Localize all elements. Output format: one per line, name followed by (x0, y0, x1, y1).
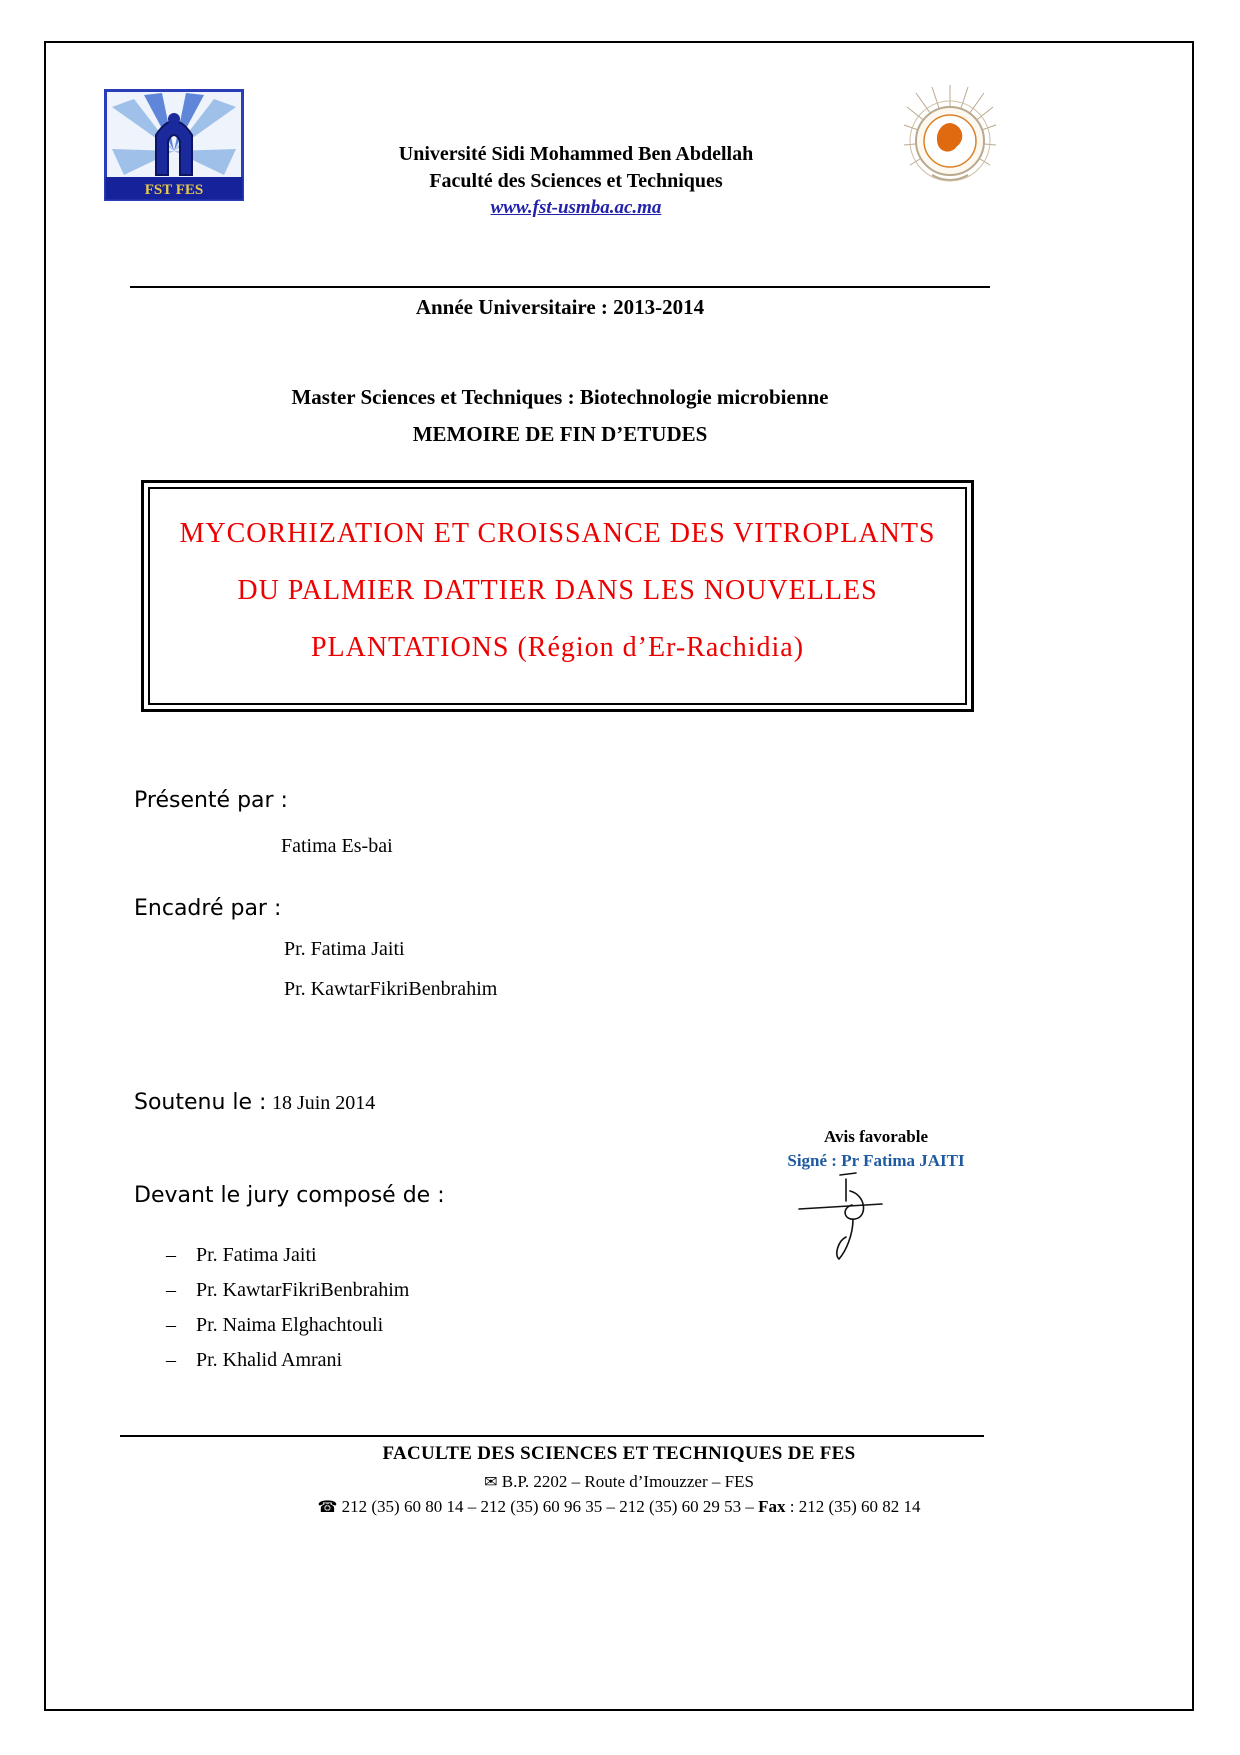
signature-icon (794, 1171, 904, 1263)
list-dash: – (166, 1314, 176, 1336)
thesis-title-line3: PLANTATIONS (Région d’Er-Rachidia) (310, 632, 805, 663)
defense-date-value: 18 Juin 2014 (271, 1092, 376, 1114)
footer-address: B.P. 2202 – Route d’Imouzzer – FES (501, 1472, 754, 1491)
academic-year: Année Universitaire : 2013-2014 (415, 295, 705, 319)
thesis-title-line2: DU PALMIER DATTIER DANS LES NOUVELLES (237, 575, 878, 606)
list-dash: – (166, 1244, 176, 1266)
jury-member-name: Pr. Khalid Amrani (196, 1349, 343, 1371)
supervisor-name: Pr. KawtarFikriBenbrahim (284, 978, 498, 1000)
defense-date-label: Soutenu le : (134, 1090, 267, 1115)
jury-label: Devant le jury composé de : (134, 1183, 445, 1208)
jury-member-name: Pr. Fatima Jaiti (196, 1244, 317, 1266)
jury-member-name: Pr. KawtarFikriBenbrahim (196, 1279, 410, 1301)
approval-signed-by: Signé : Pr Fatima JAITI (787, 1151, 965, 1170)
defense-date-line (134, 1089, 375, 1115)
presented-by-label: Présenté par : (134, 788, 288, 813)
header-divider (130, 286, 990, 288)
footer-fax-value: : 212 (35) 60 82 14 (785, 1497, 921, 1516)
footer-phone-line (46, 1497, 1192, 1517)
header-text-block (276, 141, 876, 219)
footer-divider (120, 1435, 984, 1437)
supervised-by-label: Encadré par : (134, 896, 282, 921)
jury-member-row (166, 1315, 409, 1336)
footer-block (46, 1443, 1192, 1517)
fst-fes-logo-icon (104, 89, 244, 201)
fst-fes-logo (104, 89, 244, 201)
university-emblem (902, 83, 998, 193)
thesis-title-line1: MYCORHIZATION ET CROISSANCE DES VITROPLANTS (179, 518, 936, 549)
document-type: MEMOIRE DE FIN D’ETUDES (412, 422, 708, 446)
footer-phones: 212 (35) 60 80 14 – 212 (35) 60 96 35 – 212 (35) 60 29 53 – (341, 1497, 759, 1516)
fst-fes-logo-text: FST FES (144, 182, 204, 198)
jury-list (166, 1245, 409, 1385)
jury-member-row (166, 1280, 409, 1301)
envelope-icon: ✉ (484, 1474, 498, 1491)
program-block (106, 379, 1014, 453)
university-emblem-icon (902, 83, 998, 193)
program-name: Master Sciences et Techniques : Biotechnologie microbienne (291, 385, 829, 409)
jury-member-row (166, 1350, 409, 1371)
approval-text: Avis favorable (823, 1127, 929, 1146)
thesis-title-inner-frame (148, 487, 967, 705)
list-dash: – (166, 1349, 176, 1371)
list-dash: – (166, 1279, 176, 1301)
footer-faculty-name: FACULTE DES SCIENCES ET TECHNIQUES DE FES (382, 1443, 856, 1464)
jury-member-name: Pr. Naima Elghachtouli (196, 1314, 384, 1336)
university-name: Université Sidi Mohammed Ben Abdellah (398, 143, 754, 165)
footer-address-line (46, 1472, 1192, 1492)
footer-fax-label: Fax (758, 1497, 786, 1516)
author-name: Fatima Es-bai (281, 835, 393, 857)
approval-block (706, 1127, 1046, 1171)
website-link[interactable]: www.fst-usmba.ac.ma (490, 197, 662, 218)
jury-member-row (166, 1245, 409, 1266)
signature-mark (794, 1171, 904, 1263)
faculty-name: Faculté des Sciences et Techniques (429, 170, 723, 192)
supervisor-name: Pr. Fatima Jaiti (284, 938, 405, 960)
thesis-title-box (141, 480, 974, 712)
page-border-frame (44, 41, 1194, 1711)
phone-icon: ☎ (317, 1499, 338, 1516)
